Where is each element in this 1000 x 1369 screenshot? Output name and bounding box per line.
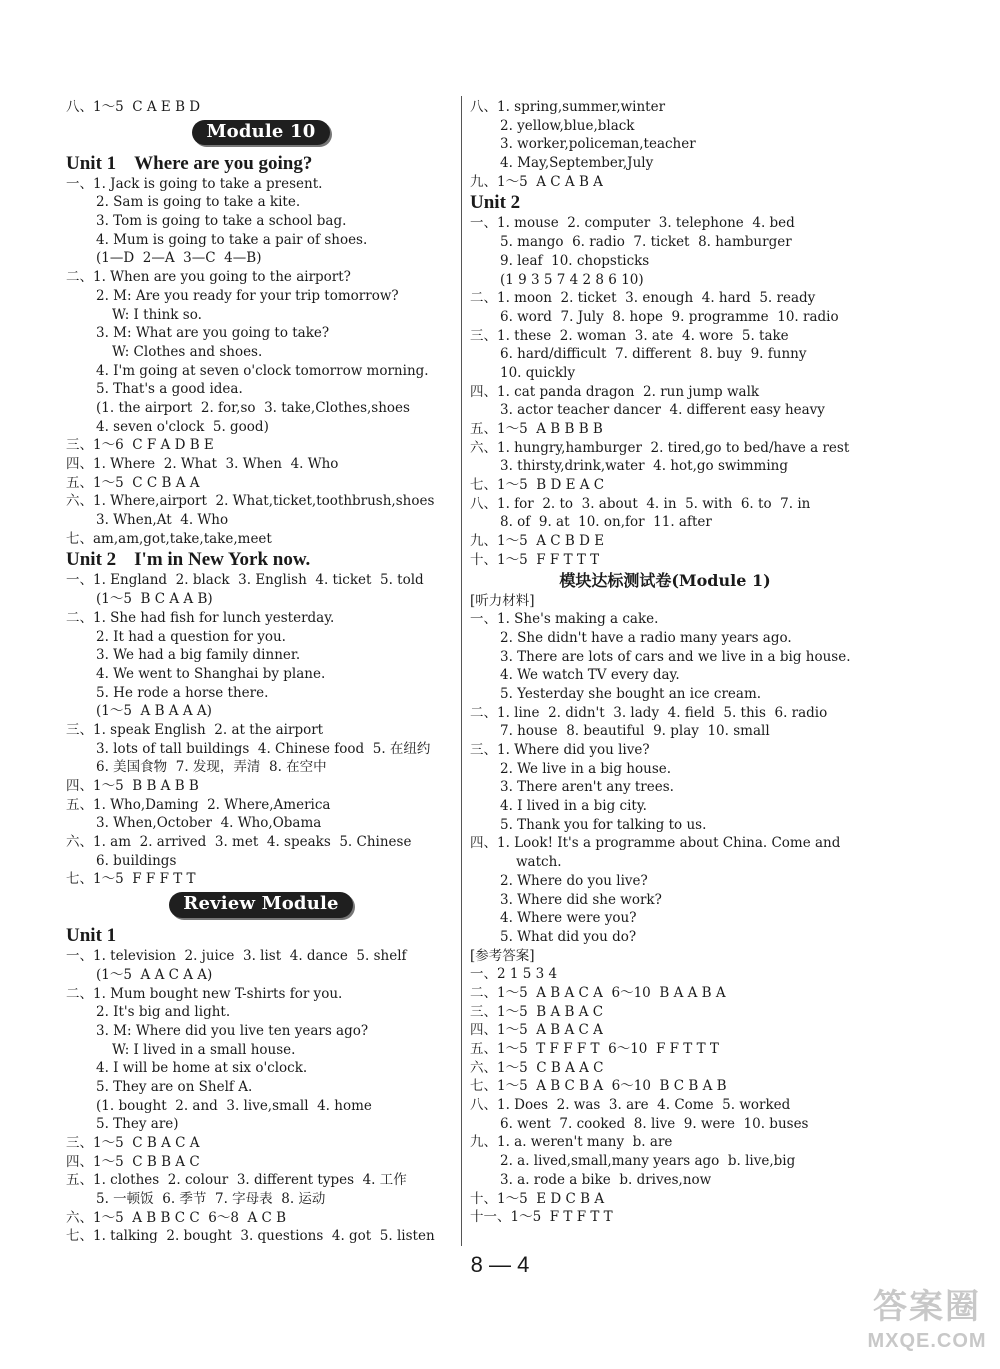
answer-line: 一、1. She's making a cake. — [470, 611, 659, 628]
answer-line: 八、1～5 C A E B D — [66, 99, 201, 115]
answer-line: (1 9 3 5 7 4 2 8 6 10) — [500, 271, 644, 288]
answer-line: [听力材料] — [470, 592, 535, 609]
unit-heading — [470, 192, 860, 214]
module-banner-row — [66, 889, 456, 924]
answer-line: 十一、1～5 F T F T T — [470, 1209, 613, 1226]
answer-line: 6. buildings — [96, 852, 177, 869]
answer-line: 2. M: Are you ready for your trip tomorrow? — [96, 287, 399, 304]
answer-line: 八、1. spring,summer,winter — [470, 99, 666, 115]
column-divider — [461, 96, 462, 1246]
unit-number: Unit 2 — [470, 192, 521, 214]
answer-line: 4. May,September,July — [500, 155, 654, 172]
answer-line: 4. Mum is going to take a pair of shoes. — [96, 231, 368, 248]
answer-line: 2. Sam is going to take a kite. — [96, 194, 301, 211]
answer-line: 3. thirsty,drink,water 4. hot,go swimming — [500, 458, 789, 475]
answer-line: 九、1. a. weren't many b. are — [470, 1134, 673, 1151]
answer-line: 七、1. talking 2. bought 3. questions 4. got 5. listen — [66, 1228, 435, 1245]
answer-line: 六、1. Where,airport 2. What,ticket,toothbrush,shoes — [66, 493, 435, 510]
answer-line: 5. 一顿饭 6. 季节 7. 字母表 8. 运动 — [96, 1191, 326, 1208]
answer-line: 5. mango 6. radio 7. ticket 8. hamburger — [500, 234, 792, 251]
answer-line: (1. bought 2. and 3. live,small 4. home — [96, 1097, 372, 1114]
answer-line: 5. They are on Shelf A. — [96, 1078, 253, 1095]
answer-line: 3. Where did she work? — [500, 891, 662, 908]
answer-line: 六、1～5 A B B C C 6～8 A C B — [66, 1209, 287, 1226]
answer-line: 七、am,am,got,take,take,meet — [66, 530, 272, 547]
answer-line: 8. of 9. at 10. on,for 11. after — [500, 514, 712, 531]
answer-line: 4. seven o'clock 5. good) — [96, 418, 269, 435]
answer-line: 一、1. mouse 2. computer 3. telephone 4. bed — [470, 215, 795, 232]
answer-line: 二、1. She had fish for lunch yesterday. — [66, 609, 335, 626]
watermark-text: 答案圈 — [873, 1288, 981, 1326]
answer-line: 3. worker,policeman,teacher — [500, 136, 696, 153]
answer-line: W: I think so. — [112, 306, 202, 323]
answer-line: 一、2 1 5 3 4 — [470, 966, 558, 983]
answer-line: 三、1～5 B A B A C — [470, 1003, 604, 1020]
watermark-logo — [862, 1285, 992, 1365]
answer-line: 五、1～5 C C B A A — [66, 474, 200, 491]
answer-line: 2. Where do you live? — [500, 872, 648, 889]
answer-line: 二、1. moon 2. ticket 3. enough 4. hard 5. ready — [470, 290, 816, 307]
answer-line: 5. What did you do? — [500, 928, 637, 945]
answer-line: 一、1. television 2. juice 3. list 4. dance 5. shelf — [66, 948, 407, 965]
answer-line: 七、1～5 A B C B A 6～10 B C B A B — [470, 1078, 727, 1095]
answer-line: 5. That's a good idea. — [96, 381, 243, 398]
answer-line: 五、1～5 A B B B B — [470, 421, 603, 437]
answer-line: 6. went 7. cooked 8. live 9. were 10. buses — [500, 1115, 809, 1132]
answer-line: (1～5 A B A A A) — [96, 703, 212, 720]
answer-line: 九、1～5 A C B D E — [470, 533, 605, 550]
module-banner: Module 10 — [192, 120, 329, 146]
answer-line: 3. a. rode a bike b. drives,now — [500, 1171, 712, 1188]
answer-line: watch. — [516, 854, 562, 871]
answer-line: 3. There are lots of cars and we live in a big house. — [500, 648, 851, 665]
answer-line: 七、1～5 F F F T T — [66, 871, 196, 888]
answer-line: 3. When,October 4. Who,Obama — [96, 815, 322, 832]
answer-line: 10. quickly — [500, 364, 576, 381]
module-banner: Review Module — [169, 892, 352, 918]
answer-line: [参考答案] — [470, 947, 535, 964]
answer-line: 5. Thank you for talking to us. — [500, 816, 707, 833]
answer-line: 7. house 8. beautiful 9. play 10. small — [500, 723, 770, 740]
answer-line: 5. He rode a horse there. — [96, 684, 269, 701]
watermark-url: MXQE.COM — [867, 1330, 987, 1352]
answer-line: 十、1～5 F F T T T — [470, 551, 600, 568]
answer-line: 4. We went to Shanghai by plane. — [96, 665, 326, 682]
answer-line: 四、1～5 C B B A C — [66, 1153, 200, 1170]
answer-line: 2. a. lived,small,many years ago b. live,big — [500, 1153, 796, 1170]
answer-line: 3. There aren't any trees. — [500, 779, 674, 796]
answer-line: 十、1～5 E D C B A — [470, 1190, 605, 1207]
answer-line: 三、1. speak English 2. at the airport — [66, 721, 324, 738]
page-number: 8 — 4 — [470, 1252, 530, 1277]
answer-line: 6. hard/difficult 7. different 8. buy 9. funny — [500, 346, 807, 363]
answer-line: 四、1～5 B B A B B — [66, 778, 199, 794]
answer-line: 9. leaf 10. chopsticks — [500, 252, 650, 269]
unit-title: I'm in New York now. — [134, 549, 311, 571]
answer-line: 五、1. clothes 2. colour 3. different types 4. 工作 — [66, 1172, 407, 1189]
unit-heading — [66, 549, 456, 571]
answer-line: 一、1. Jack is going to take a present. — [66, 175, 323, 192]
answer-line: 3. lots of tall buildings 4. Chinese food 5. 在纽约 — [96, 740, 431, 757]
answer-line: 4. We watch TV every day. — [500, 667, 680, 684]
answer-line: 4. I lived in a big city. — [500, 798, 647, 815]
unit-heading — [66, 153, 456, 175]
answer-line: 3. When,At 4. Who — [96, 512, 229, 529]
answer-line: 3. actor teacher dancer 4. different easy heavy — [500, 402, 825, 419]
answer-line: 九、1～5 A C A B A — [470, 173, 603, 190]
answer-line: 二、1. Mum bought new T-shirts for you. — [66, 985, 343, 1002]
unit-heading — [66, 925, 456, 947]
answer-line: 2. She didn't have a radio many years ago. — [500, 629, 792, 646]
left-column — [66, 98, 456, 1246]
answer-line: 6. 美国食物 7. 发现，弄清 8. 在空中 — [96, 759, 327, 776]
answer-line: 四、1. Where 2. What 3. When 4. Who — [66, 456, 339, 472]
answer-line: 六、1～5 C B A A C — [470, 1059, 604, 1076]
right-column — [470, 98, 860, 1227]
unit-number: Unit 1 — [66, 925, 117, 947]
unit-number: Unit 1 — [66, 152, 117, 174]
test-title: 模块达标测试卷(Module 1) — [559, 570, 771, 590]
answer-line: 5. Yesterday she bought an ice cream. — [500, 685, 762, 702]
answer-line: 5. They are) — [96, 1116, 179, 1133]
answer-line: 七、1～5 B D E A C — [470, 477, 605, 494]
answer-line: 6. word 7. July 8. hope 9. programme 10. radio — [500, 308, 839, 325]
unit-title: Where are you going? — [134, 152, 313, 174]
answer-line: 4. Where were you? — [500, 910, 637, 927]
answer-line: 二、1. line 2. didn't 3. lady 4. field 5. this 6. radio — [470, 704, 828, 721]
answer-line: 六、1. am 2. arrived 3. met 4. speaks 5. Chinese — [66, 834, 412, 851]
answer-line: 2. We live in a big house. — [500, 760, 672, 777]
answer-line: 3. M: What are you going to take? — [96, 325, 330, 342]
answer-line: 2. yellow,blue,black — [500, 117, 635, 134]
answer-line: W: Clothes and shoes. — [112, 343, 263, 360]
answer-line: 三、1～6 C F A D B E — [66, 437, 214, 454]
answer-line: 六、1. hungry,hamburger 2. tired,go to bed/have a rest — [470, 439, 850, 456]
answer-line: 四、1. Look! It's a programme about China. Come and — [470, 835, 841, 852]
answer-line: (1～5 A A C A A) — [96, 966, 213, 983]
answer-line: 2. It's big and light. — [96, 1004, 231, 1021]
answer-line: (1～5 B C A A B) — [96, 591, 213, 608]
answer-line: 3. Tom is going to take a school bag. — [96, 213, 347, 230]
answer-line: 五、1～5 T F F F T 6～10 F F T T T — [470, 1041, 719, 1057]
answer-line: 二、1. When are you going to the airport? — [66, 269, 351, 286]
answer-line: 二、1～5 A B A C A 6～10 B A A B A — [470, 984, 726, 1001]
answer-line: 4. I will be home at six o'clock. — [96, 1060, 308, 1077]
unit-number: Unit 2 — [66, 549, 117, 571]
answer-line: 三、1. these 2. woman 3. ate 4. wore 5. take — [470, 327, 789, 344]
answer-line: 四、1. cat panda dragon 2. run jump walk — [470, 383, 760, 400]
answer-line: 三、1～5 C B A C A — [66, 1135, 200, 1151]
answer-line: 三、1. Where did you live? — [470, 742, 650, 758]
answer-line: 3. We had a big family dinner. — [96, 647, 301, 664]
answer-line: 3. M: Where did you live ten years ago? — [96, 1022, 369, 1039]
answer-line: W: I lived in a small house. — [112, 1041, 296, 1058]
module-banner-row — [66, 117, 456, 152]
answer-line: (1—D 2—A 3—C 4—B) — [96, 250, 262, 267]
answer-line: 八、1. for 2. to 3. about 4. in 5. with 6. to 7. in — [470, 495, 811, 512]
answer-line: 4. I'm going at seven o'clock tomorrow morning. — [96, 362, 429, 379]
answer-line: 八、1. Does 2. was 3. are 4. Come 5. worked — [470, 1097, 791, 1114]
answer-line: 四、1～5 A B A C A — [470, 1022, 603, 1039]
answer-line: (1. the airport 2. for,so 3. take,Clothes,shoes — [96, 399, 410, 416]
answer-line: 五、1. Who,Daming 2. Where,America — [66, 796, 331, 813]
answer-line: 一、1. England 2. black 3. English 4. ticket 5. told — [66, 572, 424, 589]
answer-line: 2. It had a question for you. — [96, 628, 286, 645]
